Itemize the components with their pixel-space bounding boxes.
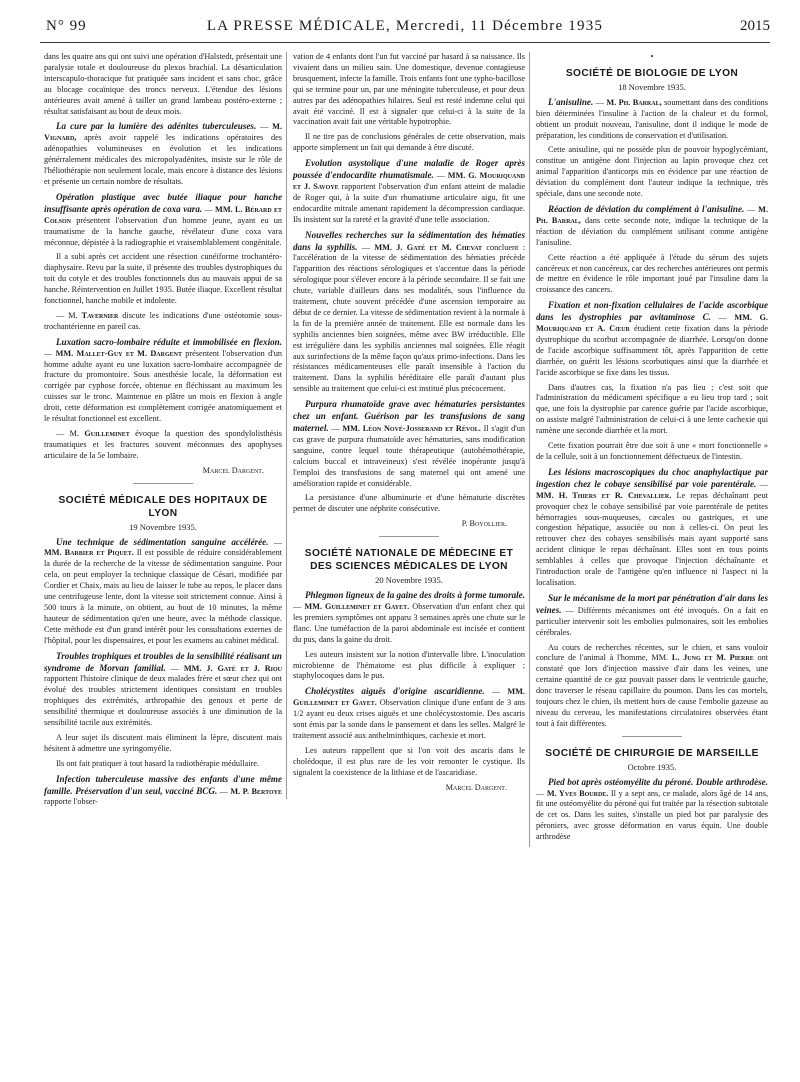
paragraph: évoque la question des spondylolisthésis traumatiques et les fractures souvent méconnues des apophyses articulaire de la 5e lombaire.: [44, 429, 283, 460]
page-number: 2015: [740, 18, 770, 34]
article-title: L'anisuline.: [548, 96, 594, 107]
section-date: 18 Novembre 1935.: [618, 81, 686, 92]
paragraph: Il y a sept ans, ce malade, alors âgé de 14 ans, fit une ostéomyélite du péroné qui fut traitée par la résection subtotale de cet os. Dans les suites, s'installe un pied bot par paralysie des péroniers, avec grosse déformation en varus équin. Une double arthrodèse: [536, 788, 769, 842]
article: Réaction de déviation du complément à l'anisuline. — M. Ph. Barral, dans cette seconde note, indique la technique de la réaction de déviation du complément utilisant comme antigène l'anisuline.: [536, 203, 769, 247]
paragraph: soumettant dans des conditions bien déterminées l'insuline à l'action de la chaleur et du formol, obtient un produit nouveau, l'anisuline, dont il indique le mode de préparation, les conditions de conservation et d'utilisation.: [536, 97, 769, 140]
article: Infection tuberculeuse massive des enfants d'une même famille. Préservation d'un seul, vacciné BCG. — M. P. Bertoye rapporte l'obser-: [44, 773, 282, 807]
bullet-ornament: •: [650, 52, 654, 61]
signature: Marcel Dargent.: [202, 465, 264, 475]
author: MM. H. Thiers et R. Chevallier.: [536, 490, 672, 500]
article-title: Phlegmon ligneux de la gaine des droits à forme tumorale.: [305, 590, 525, 601]
paragraph: rapporte l'obser-: [44, 797, 98, 807]
author: MM. G. Mouriquand et A. Cœur: [536, 313, 768, 334]
section-title: SOCIÉTÉ DE CHIRURGIE DE MARSEILLE: [545, 747, 759, 759]
issue-number: N° 99: [46, 18, 87, 34]
article-title: Opération plastique avec butée iliaque pour hanche insuffisante après opération de coxa vara.: [44, 191, 282, 214]
author: M. Yves Bourde.: [546, 788, 609, 798]
article: Opération plastique avec butée iliaque pour hanche insuffisante après opération de coxa vara. — MM. L. Bérard et Colson présentent l'observation d'un homme jeune, ayant eu un traumatisme de la hanche gauche, révélateur d'une coxa vara méconnue, dépistée à la radiographie et vraisemblablement congénitale.: [44, 191, 283, 247]
paragraph: Il a subi après cet accident une résection cunéiforme trochantéro-diaphysaire. Revu par la suite, il présente des troubles dystrophiques du toit du cotyle et des troubles fonctionnels dus au mauvais appui de sa hanche. Réintervention en Juillet 1935. Butée iliaque. Excellent résultat fonctionnel, hanche mobile et indolente.: [44, 252, 282, 306]
author: MM. L. Bérard et Colson: [44, 204, 282, 225]
article-title: Sur le mécanisme de la mort par pénétration d'air dans les veines.: [536, 592, 768, 615]
author: M. Ph. Barral,: [536, 204, 769, 225]
journal-title: LA PRESSE MÉDICALE, Mercredi, 11 Décembre 1935: [206, 18, 604, 34]
paragraph: dans cette seconde note, indique la technique de la réaction de déviation du complément utilisant comme antigène l'anisuline.: [536, 215, 769, 247]
article-title: Purpura rhumatoïde grave avec hématuries persistantes chez un enfant. Guérison par les transfusions de sang maternel.: [293, 399, 525, 433]
paragraph: Les auteurs insistent sur la notion d'intervalle libre. L'inoculation microbienne de l'hématome est plus difficile à expliquer ; staphylocoques dans le pus.: [293, 649, 525, 681]
section-date: 20 Novembre 1935.: [375, 575, 443, 586]
section-date: 19 Novembre 1935.: [129, 521, 197, 532]
author: M. Ph. Barral,: [606, 97, 662, 107]
separator: [379, 536, 439, 537]
paragraph: discute les indications d'une ostéotomie sous-trochantérienne en pareil cas.: [44, 310, 283, 331]
dash: — M.: [56, 429, 79, 438]
author: MM. Mallet-Guy et M. Dargent: [55, 348, 182, 358]
paragraph: concluent : l'accélération de la vitesse de sédimentation des hématies précède l'apparition des réactions sérologiques et s'accentue dans la période sérologique pour s'élever encore à la période secondaire. Il se fait une chute, variable d'ailleurs dans ses modalités, sous l'influence du traitement, chute souvent précédée d'une ascension temporaire au début de ce dernier. La vitesse de sédimentation revient à la normale à la fin de la première année de traitement. Elle est normale dans les syphilis anciennes bien soignées, même avec BW irréductible. Elle est irrégulière dans les syphilis anciennes mal soignées. Elle réagit aux surinfections de la même façon qu'aux primo-infections. Dans les résistances médicamenteuses elle paraît insensible à l'action du traitement. Dans la syphilis héréditaire elle paraît d'autant plus sensible au traitement que celui-ci est institué plus précocement.: [293, 242, 526, 394]
article-title: La cure par la lumière des adénites tuberculeuses.: [56, 121, 257, 132]
separator: [133, 483, 193, 484]
paragraph: Il s'agit d'un cas grave de purpura rhumatoïde avec hématuries, sans modification sanguine, contre lequel toute thérapeutique (autohémothérapie, calcium buccal et intraveineux) s'est révélée inopérante jusqu'à l'emploi des transfusions de sang maternel qui ont amené une amélioration rapide et considérable.: [293, 424, 525, 488]
paragraph: Il est possible de réduire considérablement la durée de la recherche de la vitesse de sédimentation sanguine. Pour cela, on peut employer la technique classique de Césari, modifiée par Cordier et Chaix, mais au lieu de laisser le tube au repos, le placer dans une centrifugeuse lente, dont la vitesse soit strictement connue. Ainsi à 500 tours à la minute, on obtient, au bout de 10 minutes, la même hauteur de sédimentation qu'en une heure, avec la méthode classique. Cette méthode est d'un grand intérêt pour les consultations externes de l'hôpital, pour les dispensaires, et pour les examens au cabinet médical.: [44, 548, 283, 645]
section-title: SOCIÉTÉ MÉDICALE DES HOPITAUX DE LYON: [58, 494, 268, 519]
paragraph: dans les quatre ans qui ont suivi une opération d'Halstedt, présentait une paralysie totale et douloureuse du plexus brachial. La désarticulation interscapulo-thoracique fut pratiquée sans incident et sans choc, grâce au blocage cocaïnique des troncs nerveux. L'étendue des lésions antérieures avait amené à tailler un grand lambeau postéro-externe ; résultat satisfaisant au bout de deux mois.: [44, 52, 282, 116]
article: Nouvelles recherches sur la sédimentation des hématies dans la syphilis. — MM. J. Gaté et M. Chevat concluent : l'accélération de la vitesse de sédimentation des hématies précède l'apparition des réactions sérologiques et s'accentue dans la période sérologique pour s'élever encore à la période secondaire. Il se fait une chute, variable d'ailleurs dans ses modalités, sous l'influence du traitement, chute souvent précédée d'une ascension temporaire au début de ce dernier. La vitesse de sédimentation revient à la normale à la fin de la première année de traitement. Elle est normale dans les syphilis anciennes bien soignées, même avec BW irréductible. Elle est irrégulière dans les syphilis anciennes mal soignées. Elle réagit aux surinfections de la même façon qu'aux primo-infections. Dans les résistances médicamenteuses elle paraît insensible à l'action du traitement. Dans la syphilis héréditaire elle paraît d'autant plus sensible au traitement que celui-ci est institué plus précocement.: [293, 229, 526, 394]
paragraph: Cette anisuline, qui ne possède plus de pouvoir hypoglycémiant, constitue un antigène dont l'injection au lapin provoque chez cet animal l'apparition d'anticorps mis en évidence par une réaction de déviation du complément dont l'auteur indique la technique, très spéciale, dans une seconde note.: [536, 145, 768, 199]
article: L'anisuline. — M. Ph. Barral, soumettant dans des conditions bien déterminées l'insuline à l'action de la chaleur et du formol, obtient un produit nouveau, l'anisuline, dont il indique le mode de préparation, les conditions de conservation et d'utilisation.: [536, 96, 769, 140]
author: MM. Léon Nové-Josserand et Révol.: [342, 424, 481, 433]
paragraph: présentent l'observation d'un homme adulte ayant eu une luxation sacro-lombaire accompagnée de fracture du promontoire. Sous anesthésie locale, la déformation est corrigée par cyphose forcée, obtenue en fléchissant au maximum les cuisses sur le tronc. Maintenue en plâtre un mois en flexion à angle droit, cette déformation est complètement corrigée anatomiquement et le résultat fonctionnel est excellent.: [44, 348, 282, 424]
section-date: Octobre 1935.: [627, 761, 677, 772]
article: Luxation sacro-lombaire réduite et immobilisée en flexion. — MM. Mallet-Guy et M. Dargent présentent l'observation d'un homme adulte ayant eu une luxation sacro-lombaire accompagnée de fracture du promontoire. Sous anesthésie locale, la déformation est corrigée par cyphose forcée, obtenue en fléchissant au maximum les cuisses sur le tronc. Maintenue en plâtre un mois en flexion à angle droit, cette déformation est complètement corrigée anatomiquement et le résultat fonctionnel est excellent.: [44, 336, 282, 424]
author: Guilleminet: [84, 429, 130, 438]
paragraph: Le repas déchaînant peut provoquer chez le cobaye sensibilisé par voie parentérale de petites hémorragies sous-muqueuses, cæcales ou gastriques, et une congestion hépatique, associée ou non à celles-ci. On peut les retrouver chez des cobayes sensibilisés mais ayant supporté sans accident clinique le repas déchaînant. Elles sont en tous points semblables à celles que provoque l'injection déchaînante et l'introduction orale de l'antigène qu'en influence ni l'aspect ni la localisation.: [536, 490, 768, 587]
signature: Marcel Dargent.: [445, 782, 507, 792]
article: Phlegmon ligneux de la gaine des droits à forme tumorale. — MM. Guilleminet et Gayet. Observation d'un enfant chez qui les premiers symptômes ont apparu 3 semaines après une chute sur le flanc. Une tuméfaction de la paroi abdominale est incisée et contient du pus, dans la gaine du droit.: [293, 590, 526, 644]
author: MM. Guilleminet et Gayet.: [293, 687, 525, 708]
dash: — M.: [56, 310, 78, 320]
paragraph: rapportent l'observation d'un enfant atteint de maladie de Roger qui, à la suite d'un rhumatisme articulaire aigu, fit une endocardite mitrale amenant rapidement la décompression cardiaque. Ils insistent sur la rareté et la gravité d'une telle association.: [293, 181, 525, 224]
author: MM. G. Mouriquand et J. Savoye: [293, 171, 525, 191]
article-title: Les lésions macroscopiques du choc anaphylactique par ingestion chez le cobaye sensibilisé par voie parentérale.: [536, 466, 768, 489]
article: Fixation et non-fixation cellulaires de l'acide ascorbique dans les dystrophies par avitaminose C. — MM. G. Mouriquand et A. Cœur étudient cette fixation dans la période dystrophique du scorbut accompagnée de diarrhée. Lorsqu'on donne de l'acide ascorbique suffisamment tôt, après l'apparition de cette diarrhée, on guérit les lésions scorbutiques ainsi que la diarrhée et l'acide ascorbique se fixe dans les tissus.: [536, 300, 769, 377]
article: Une technique de sédimentation sanguine accélérée. — MM. Barbier et Piquet. Il est possible de réduire considérablement la durée de la recherche de la vitesse de sédimentation sanguine. Pour cela, on peut employer la technique classique de Césari, modifiée par Cordier et Chaix, mais au lieu de laisser le tube au repos, le placer dans une centrifugeuse lente, dont la vitesse soit strictement connue. Ainsi à 500 tours à la minute, on obtient, au bout de 10 minutes, la même hauteur de sédimentation qu'en une heure, avec la méthode classique. Cette méthode est d'un grand intérêt pour les consultations externes de l'hôpital, pour les dispensaires, et pour les examens au cabinet médical.: [44, 536, 283, 645]
column-3: [529, 52, 768, 847]
article-title: Pied bot après ostéomyélite du péroné. Double arthrodèse.: [548, 776, 768, 787]
paragraph: Différents mécanismes ont été invoqués. On a fait en particulier intervenir soit les embolies pulmonaires, soit les embolies cérébrales.: [536, 605, 768, 637]
paragraph: Cette réaction a été appliquée à l'étude du sérum des sujets cancéreux et non cancéreux, car des recherches antérieures ont permis de mettre en évidence le rôle important joué par l'insuline dans la croissance des cancers.: [536, 252, 768, 295]
section-title: SOCIÉTÉ NATIONALE DE MÉDECINE ET DES SCIENCES MÉDICALES DE LYON: [304, 548, 514, 573]
article-title: Réaction de déviation du complément à l'anisuline.: [548, 203, 745, 214]
author: M. Vignard,: [44, 122, 283, 143]
header-rule: [40, 42, 770, 43]
paragraph: A leur sujet ils discutent mais éliminent la lèpre, discutent mais hésitent à admettre une syringomyélie.: [44, 732, 282, 753]
article: Pied bot après ostéomyélite du péroné. Double arthrodèse. — M. Yves Bourde. Il y a sept ans, ce malade, alors âgé de 14 ans, fit une ostéomyélite du péroné qui fut traitée par la résection subtotale de cet os. Dans les suites, s'installe un pied bot par paralysie des péroniers, avec grosse déformation en varus équin. Une double arthrodèse: [536, 776, 769, 842]
article-title: Cholécystites aiguës d'origine ascaridienne.: [305, 686, 485, 697]
paragraph: Observation clinique d'une enfant de 3 ans 1/2 ayant eu deux crises aiguës et une cholécystostomie. Des ascaris sont émis par la sonde dans le pansement et dans les selles. Malgré le traitement associé aux anthelminthiques, cachexie et mort.: [293, 698, 525, 740]
paragraph-part: Au cours de recherches récentes, sur le chien, et sans vouloir conclure de l'animal à l'homme, MM.: [536, 642, 768, 663]
page-header: [40, 18, 770, 40]
paragraph: La persistance d'une albuminurie et d'une hématurie discrètes permet de discuter une néphrite consécutive.: [293, 493, 525, 514]
author: MM. J. Gaté et M. Chevat: [374, 242, 482, 252]
article: Cholécystites aiguës d'origine ascaridienne. — MM. Guilleminet et Gayet. Observation clinique d'une enfant de 3 ans 1/2 ayant eu deux crises aiguës et une cholécystostomie. Des ascaris sont émis par la sonde dans le pansement et dans les selles. Malgré le traitement associé aux anthelminthiques, cachexie et mort.: [293, 686, 525, 740]
discussion: [44, 429, 282, 462]
paragraph-part: ont constaté que lors d'injection massive d'air dans les veines, une certaine quantité de ce gaz pouvait passer dans le ventricule gauche, donc traverser le réseau capillaire du poumon. Dans les cas mortels, toujours chez le chien, ils mettent hors de cause l'embolie gazeuse au niveau du cerveau, les manifestations circulatoires observées étant tout à fait différentes.: [536, 653, 769, 728]
author: Tavernier: [81, 310, 119, 320]
article-title: Troubles trophiques et troubles de la sensibilité réalisant un syndrome de Morvan familial.: [44, 650, 282, 673]
paragraph: présentent l'observation d'un homme jeune, ayant eu un traumatisme de la hanche gauche, révélateur d'une coxa vara méconnue, dépistée à la radiographie et vraisemblablement congénitale.: [44, 215, 283, 247]
column-1: [44, 52, 282, 812]
article: Sur le mécanisme de la mort par pénétration d'air dans les veines. — Différents mécanismes ont été invoqués. On a fait en particulier intervenir soit les embolies pulmonaires, soit les embolies cérébrales.: [536, 592, 768, 637]
article-title: Luxation sacro-lombaire réduite et immobilisée en flexion.: [56, 336, 282, 347]
paragraph: Cette fixation pourrait être due soit à une « mort fonctionnelle » de la cellule, soit à un fonctionnement défectueux de l'intestin.: [536, 441, 768, 461]
paragraph: Ils ont fait pratiquer à tout hasard la radiothérapie médullaire.: [56, 758, 259, 768]
article-title: Fixation et non-fixation cellulaires de l'acide ascorbique dans les dystrophies par avitaminose C.: [536, 300, 768, 323]
article-title: Nouvelles recherches sur la sédimentation des hématies dans la syphilis.: [293, 229, 525, 252]
author: MM. Barbier et Piquet.: [44, 548, 134, 558]
article-title: Une technique de sédimentation sanguine accélérée.: [56, 536, 269, 547]
paragraph: rapportent l'histoire clinique de deux malades frère et sœur chez qui ont évolué des troubles strictement identiques consistant en troubles trophiques des extrémités, arthropathie des genoux et perte de sensibilité thermique et douloureuse associés à une diminution de la sensibilité tactile aux extrémités.: [44, 674, 282, 728]
paragraph: Les auteurs rappellent que si l'on voit des ascaris dans le cholédoque, il est plus rare de les voir remonter le cystique. Ils signalent la coexistence de la lithiase et de l'ascaridiase.: [293, 745, 525, 777]
paragraph: étudient cette fixation dans la période dystrophique du scorbut accompagnée de diarrhée. Lorsqu'on donne de l'acide ascorbique suffisamment tôt, après l'apparition de cette diarrhée, on guérit les lésions scorbutiques ainsi que la diarrhée et l'acide ascorbique se fixe dans les tissus.: [536, 324, 769, 377]
paragraph: Il ne tire pas de conclusions générales de cette observation, mais apporte simplement un fait qui demande à être discuté.: [293, 132, 525, 153]
paragraph: après avoir rappelé les indications opératoires des adénopathies volumineuses en évolution et les indications générralement médicales des micropolyadénites, insiste sur le rôle de l'héliothérapie non seulement locale, mais encore à distance des lésions et présente un certain nombre de résultats.: [44, 133, 282, 186]
article: La cure par la lumière des adénites tuberculeuses. — M. Vignard, après avoir rappelé les indications opératoires des adénopathies volumineuses en évolution et les indications générralement médicales des micropolyadénites, insiste sur le rôle de l'héliothérapie non seulement locale, mais encore à distance des lésions et présente un certain nombre de résultats.: [44, 121, 283, 186]
paragraph: vation de 4 enfants dont l'un fut vacciné par hasard à sa naissance. Ils vivaient dans un milieu sain. Une domestique, devenue contagieuse brusquement, infecte la famille. Trois enfants font une typho-bacillose qui se termine pour un, par une méningite tuberculeuse, et pour deux autres par des adénopathies hilaires. Seul est resté indemne celui qui avait été vacciné. Il est à signaler que celui-ci à la suite de la vaccination avait fait une véritable hypotrophie.: [293, 52, 525, 127]
column-2: [286, 52, 525, 799]
author: MM. J. Gaté et J. Riou: [183, 663, 282, 673]
article-title: Evolution asystolique d'une maladie de Roger après poussée d'endocardite rhumatismale.: [293, 158, 525, 181]
separator: [622, 736, 682, 737]
article: Evolution asystolique d'une maladie de Roger après poussée d'endocardite rhumatismale. — MM. G. Mouriquand et J. Savoye rapportent l'observation d'un enfant atteint de maladie de Roger qui, à la suite d'un rhumatisme articulaire aigu, fit une endocardite mitrale amenant rapidement la décompression cardiaque. Ils insistent sur la rareté et la gravité d'une telle association.: [293, 158, 525, 224]
discussion: [44, 311, 282, 333]
section-title: SOCIÉTÉ DE BIOLOGIE DE LYON: [565, 67, 739, 79]
article: Purpura rhumatoïde grave avec hématuries persistantes chez un enfant. Guérison par les transfusions de sang maternel. — MM. Léon Nové-Josserand et Révol. Il s'agit d'un cas grave de purpura rhumatoïde avec hématuries, sans modification sanguine, contre lequel toute thérapeutique (autohémothérapie, calcium buccal et intraveineux) s'est révélée inopérante jusqu'à l'emploi des transfusions de sang maternel qui ont amené une amélioration rapide et considérable.: [293, 399, 525, 488]
paragraph: Dans d'autres cas, la fixation n'a pas lieu ; c'est soit que l'administration du médicament spécifique a eu lieu trop tard ; soit que, une fois la dystrophie par carence guérie par l'acide ascorbique, on assiste malgré l'administration de celui-ci à une lente cachexie qui ramène une seconde diarrhée et la mort.: [536, 382, 768, 436]
paragraph: Observation d'un enfant chez qui les premiers symptômes ont apparu 3 semaines après une chute sur le flanc. Une tuméfaction de la paroi abdominale est incisée et contient du pus, dans la gaine du droit.: [293, 601, 526, 644]
signature: P. Boyollier.: [461, 519, 507, 529]
paragraph: [536, 643, 768, 730]
article: Troubles trophiques et troubles de la sensibilité réalisant un syndrome de Morvan familial. — MM. J. Gaté et J. Riou rapportent l'histoire clinique de deux malades frère et sœur chez qui ont évolué des troubles strictement identiques consistant en troubles trophiques des extrémités, arthropathie des genoux et perte de sensibilité thermique et douloureuse associés à une diminution de la sensibilité tactile aux extrémités.: [44, 650, 282, 728]
article-title: Infection tuberculeuse massive des enfants d'une même famille. Préservation d'un seul, vacciné BCG.: [44, 773, 282, 796]
author: L. Jung et M. Pierre: [671, 653, 754, 663]
article: Les lésions macroscopiques du choc anaphylactique par ingestion chez le cobaye sensibilisé par voie parentérale. — MM. H. Thiers et R. Chevallier. Le repas déchaînant peut provoquer chez le cobaye sensibilisé par voie parentérale de petites hémorragies sous-muqueuses, cæcales ou gastriques, et une congestion hépatique, associée ou non à celles-ci. On peut les retrouver chez des cobayes sensibilisés mais ayant supporté sans accident clinique le repas déchaînant. Elles sont en tous points semblables à celles que provoque l'injection déchaînante et l'introduction orale de l'antigène qu'en influence ni l'aspect ni la localisation.: [536, 466, 769, 587]
author: M. P. Bertoye: [230, 786, 282, 796]
author: MM. Guilleminet et Gayet.: [304, 601, 410, 611]
